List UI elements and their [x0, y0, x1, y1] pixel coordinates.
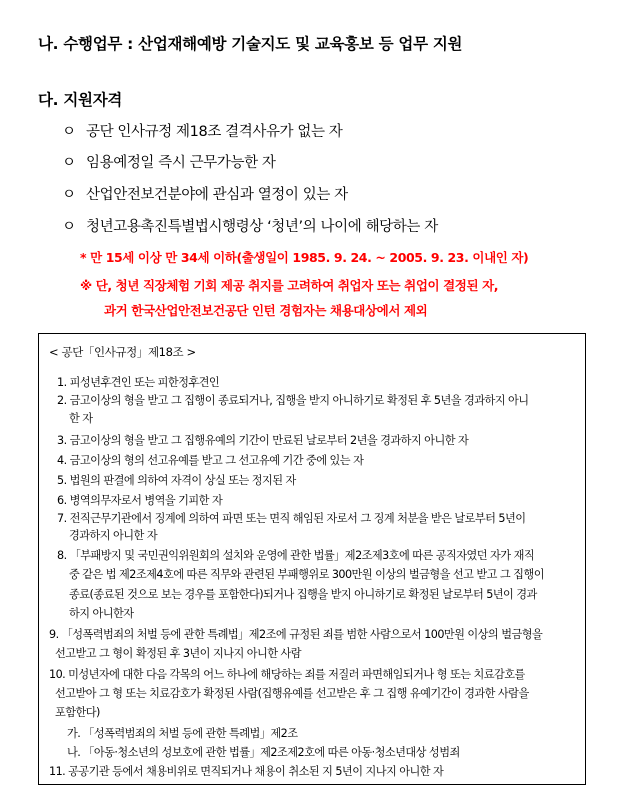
rule-line: 종료(종료된 것으로 보는 경우를 포함한다)되거나 집행을 받지 아니하기로 확정된 날로부터 5년이 경과 — [69, 588, 537, 601]
rule-line: 포함한다) — [55, 706, 100, 719]
qualification-text: 청년고용촉진특별법시행령상 ‘청년’의 나이에 해당하는 자 — [86, 219, 438, 235]
rule-line: 중 같은 법 제2조제4호에 따른 직무와 관련된 부패행위로 300만원 이상의 벌금형을 선고 받고 그 집행이 — [69, 568, 544, 581]
rule-line: 경과하지 아니한 자 — [69, 529, 158, 542]
bullet-mark: ㅇ — [62, 124, 76, 140]
qualification-item-2 — [62, 151, 276, 172]
qualification-item-1 — [62, 120, 342, 141]
rule-line: 9. 「성폭력범죄의 처벌 등에 관한 특례법」제2조에 규정된 죄를 범한 사람으로서 100만원 이상의 벌금형을 — [49, 628, 543, 641]
rule-line: 가. 「성폭력범죄의 처벌 등에 관한 특례법」제2조 — [67, 727, 298, 740]
bullet-mark: ㅇ — [62, 219, 76, 235]
rule-line: 선고받아 그 형 또는 치료감호가 확정된 사람(집행유예를 선고받은 후 그 집행 유예기간이 경과한 사람을 — [55, 687, 529, 700]
rule-line: 선고받고 그 형이 확정된 후 3년이 지나지 아니한 사람 — [55, 647, 302, 660]
rule-line: 1. 피성년후견인 또는 피한정후견인 — [57, 376, 220, 389]
rule-line: 하지 아니한자 — [69, 607, 134, 620]
rule-line: 8. 「부패방지 및 국민권익위원회의 설치와 운영에 관한 법률」제2조제3호에 따른 공직자였던 자가 재직 — [57, 549, 535, 562]
rule-line: 11. 공공기관 등에서 채용비위로 면직되거나 채용이 취소된 지 5년이 지나지 아니한 자 — [49, 765, 444, 778]
rule-line: 4. 금고이상의 형의 선고유예를 받고 그 선고유예 기간 중에 있는 자 — [57, 454, 364, 467]
exclusion-note-line-1: ※ 단, 청년 직장체험 기회 제공 취지를 고려하여 취업자 또는 취업이 결정된 자, — [80, 278, 499, 293]
rule-line: 2. 금고이상의 형을 받고 그 집행이 종료되거나, 집행을 받지 아니하기로 확정된 후 5년을 경과하지 아니 — [57, 394, 529, 407]
rules-box-title: < 공단「인사규정」제18조 > — [49, 345, 196, 359]
rule-line: 5. 법원의 판결에 의하여 자격이 상실 또는 정지된 자 — [57, 474, 296, 487]
qualification-item-3 — [62, 183, 348, 204]
rule-line: 나. 「아동·청소년의 성보호에 관한 법률」제2조제2호에 따른 아동·청소년대상 성범죄 — [67, 746, 460, 759]
age-requirement-note: * 만 15세 이상 만 34세 이하(출생일이 1985. 9. 24. ~ 2005. 9. 23. 이내인 자) — [80, 250, 529, 265]
disqualification-rules-box — [38, 333, 586, 785]
qualification-text: 공단 인사규정 제18조 결격사유가 없는 자 — [86, 124, 343, 140]
exclusion-note-line-2: 과거 한국산업안전보건공단 인턴 경험자는 채용대상에서 제외 — [104, 303, 428, 318]
bullet-mark: ㅇ — [62, 187, 76, 203]
qualification-text: 임용예정일 즉시 근무가능한 자 — [86, 155, 276, 171]
qualification-text: 산업안전보건분야에 관심과 열정이 있는 자 — [86, 187, 348, 203]
rule-line: 3. 금고이상의 형을 받고 그 집행유예의 기간이 만료된 날로부터 2년을 경과하지 아니한 자 — [57, 434, 469, 447]
rule-line: 한 자 — [69, 412, 93, 425]
rule-line: 7. 전직근무기관에서 징계에 의하여 파면 또는 면직 해임된 자로서 그 징계 처분을 받은 날로부터 5년이 — [57, 512, 526, 525]
section-heading-duties: 나. 수행업무 : 산업재해예방 기술지도 및 교육홍보 등 업무 지원 — [38, 35, 463, 53]
qualification-item-4 — [62, 215, 438, 236]
bullet-mark: ㅇ — [62, 155, 76, 171]
rule-line: 10. 미성년자에 대한 다음 각목의 어느 하나에 해당하는 죄를 저질러 파면해임되거나 형 또는 치료감호를 — [49, 668, 525, 681]
rule-line: 6. 병역의무자로서 병역을 기피한 자 — [57, 494, 223, 507]
section-heading-qualifications: 다. 지원자격 — [38, 91, 123, 109]
